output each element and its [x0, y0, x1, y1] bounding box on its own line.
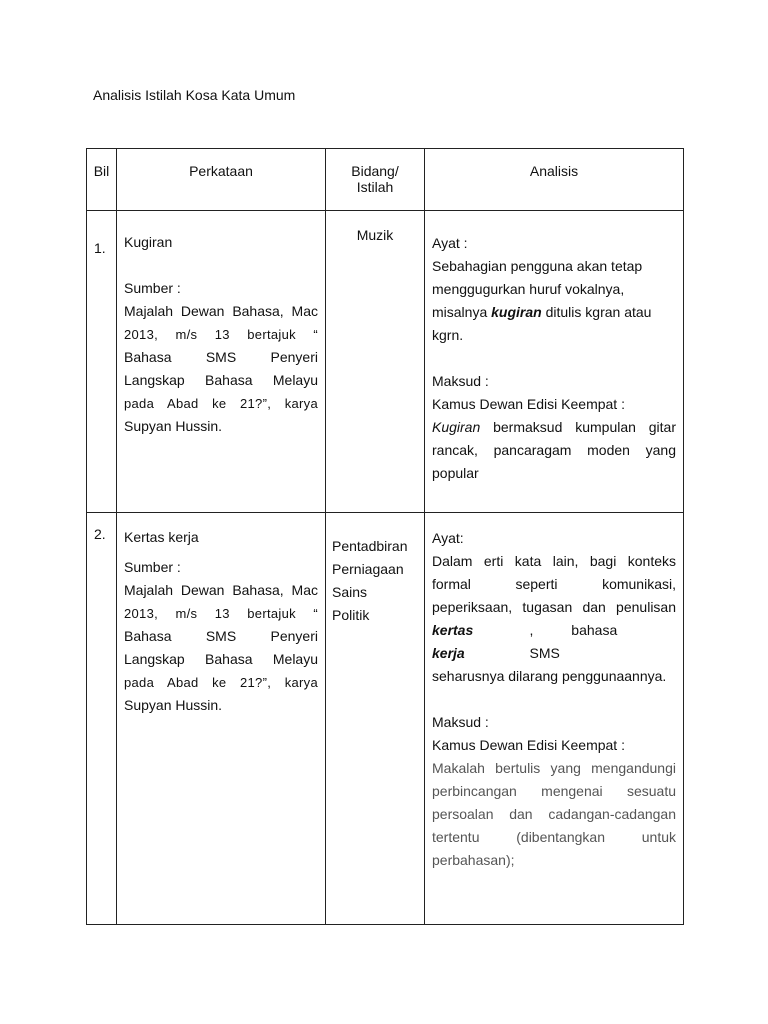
meaning-line: Makalah bertulis yang mengandungi: [432, 760, 676, 776]
table-row: [87, 513, 684, 925]
source-line: pada Abad ke 21?”, karya: [124, 675, 318, 690]
ayat-label: Ayat :: [432, 235, 468, 251]
header-bidang-line1: Bidang/: [351, 163, 399, 179]
source-line: Bahasa SMS Penyeri: [124, 349, 318, 365]
field-label: Pentadbiran: [332, 538, 408, 554]
meaning-line: tertentu (dibentangkan untuk: [432, 829, 676, 845]
field-label: Politik: [332, 607, 370, 623]
analysis-cell: [425, 513, 684, 925]
document-title: Analisis Istilah Kosa Kata Umum: [93, 87, 296, 103]
source-line: Langskap Bahasa Melayu: [124, 651, 318, 667]
meaning-line: perbincangan mengenai sesuatu: [432, 783, 676, 799]
header-perkataan: Perkataan: [117, 149, 326, 211]
source-line: Majalah Dewan Bahasa, Mac: [124, 303, 318, 319]
field-cell: [326, 513, 425, 925]
ayat-line: menggugurkan huruf vokalnya,: [432, 281, 625, 297]
field-label: Perniagaan: [332, 561, 404, 577]
source-line: Supyan Hussin.: [124, 697, 223, 713]
maksud-label: Maksud :: [432, 373, 489, 389]
word-cell: [117, 513, 326, 925]
meaning-line: [432, 416, 676, 439]
field-label: Sains: [332, 584, 368, 600]
source-line: 2013, m/s 13 bertajuk “: [124, 606, 318, 621]
kamus-label: Kamus Dewan Edisi Keempat :: [432, 396, 625, 412]
word-cell: [117, 211, 326, 513]
ayat-label: Ayat:: [432, 530, 464, 546]
row-number: 1.: [87, 211, 117, 513]
meaning-line: persoalan dan cadangan-cadangan: [432, 806, 676, 822]
row-number: 2.: [87, 513, 117, 925]
header-analisis: Analisis: [425, 149, 684, 211]
analysis-table: [86, 148, 684, 925]
ayat-text: ditulis kgran atau: [541, 304, 652, 320]
meaning-line: perbahasan);: [432, 852, 515, 868]
ayat-line: Sebahagian pengguna akan tetap: [432, 258, 643, 274]
source-line: Bahasa SMS Penyeri: [124, 628, 318, 644]
ayat-line: peperiksaan, tugasan dan penulisan: [432, 599, 676, 615]
field-label: Muzik: [356, 227, 394, 243]
analysis-cell: [425, 211, 684, 513]
word: Kugiran: [124, 234, 173, 250]
table-row: [87, 211, 684, 513]
source-line: pada Abad ke 21?”, karya: [124, 396, 318, 411]
source-label: Sumber :: [124, 559, 181, 575]
header-bil: Bil: [87, 149, 117, 211]
ayat-line: seharusnya dilarang penggunaannya.: [432, 668, 667, 684]
ayat-line: [432, 301, 676, 324]
ayat-line: kgrn.: [432, 327, 464, 343]
ayat-line: Dalam erti kata lain, bagi konteks: [432, 553, 676, 569]
meaning-line: rancak, pancaragam moden yang: [432, 442, 676, 458]
field-cell: [326, 211, 425, 513]
ayat-text: , bahasa SMS: [529, 622, 618, 661]
ayat-line: [432, 619, 676, 665]
kamus-label: Kamus Dewan Edisi Keempat :: [432, 737, 625, 753]
highlighted-term: kugiran: [491, 304, 542, 320]
maksud-label: Maksud :: [432, 714, 489, 730]
meaning-term: Kugiran: [432, 419, 481, 435]
ayat-line: formal seperti komunikasi,: [432, 576, 676, 592]
meaning-line: popular: [432, 465, 479, 481]
source-line: Langskap Bahasa Melayu: [124, 372, 318, 388]
word: Kertas kerja: [124, 529, 199, 545]
source-line: Majalah Dewan Bahasa, Mac: [124, 582, 318, 598]
highlighted-term: kertas kerja: [432, 622, 474, 661]
source-label: Sumber :: [124, 280, 181, 296]
table-header-row: [87, 149, 684, 211]
ayat-text: misalnya: [432, 304, 492, 320]
header-bidang-line2: Istilah: [356, 179, 394, 195]
meaning-text: bermaksud kumpulan gitar: [480, 419, 676, 435]
source-line: Supyan Hussin.: [124, 418, 223, 434]
source-line: 2013, m/s 13 bertajuk “: [124, 327, 318, 342]
header-bidang: [326, 149, 425, 211]
